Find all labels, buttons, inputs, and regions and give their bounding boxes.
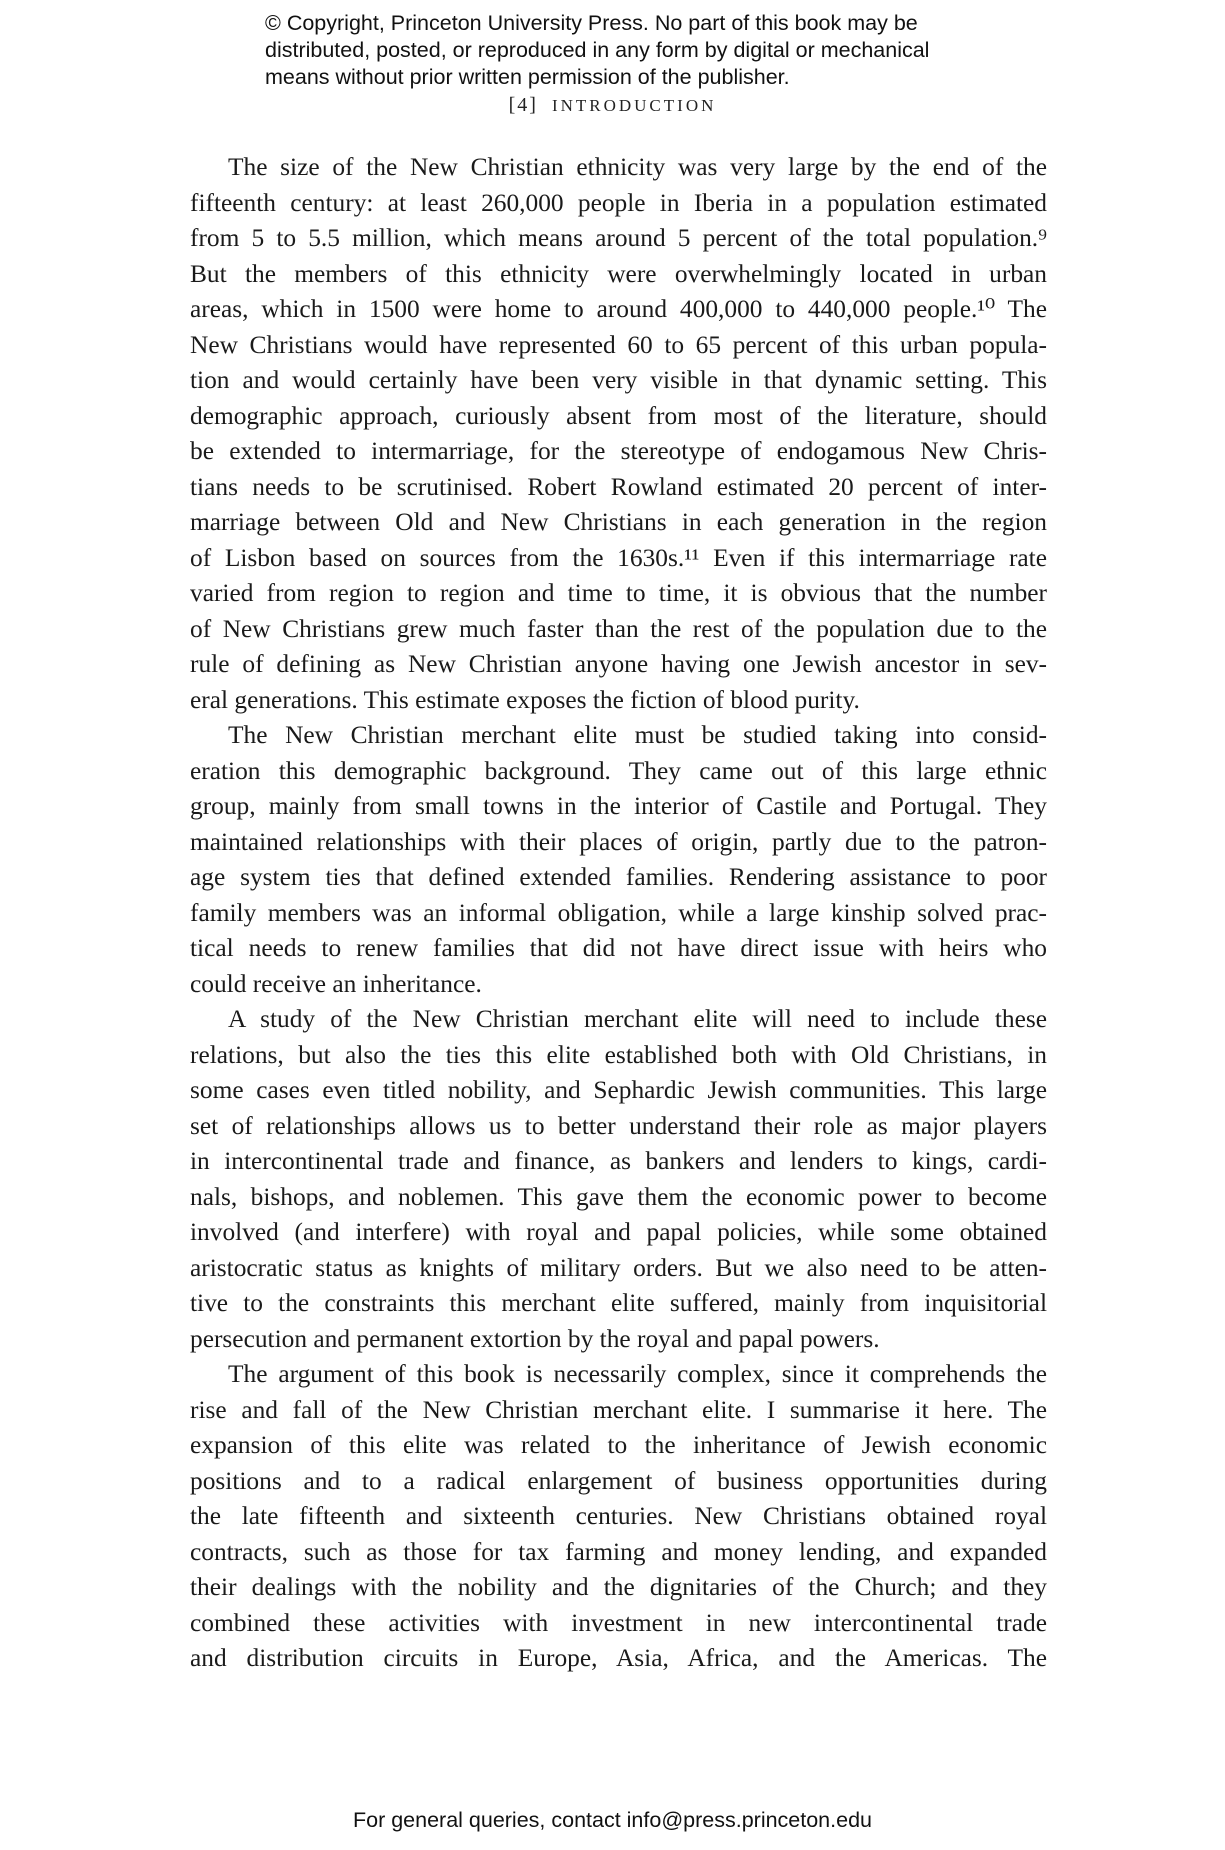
- body-text: [190, 150, 1047, 1677]
- text-line: areas, which in 1500 were home to around 400,000 to 440,000 people.¹⁰ The: [190, 295, 1047, 323]
- chapter-title: INTRODUCTION: [551, 96, 717, 115]
- text-line: could receive an inheritance.: [190, 969, 482, 998]
- text-line: be extended to intermarriage, for the stereotype of endogamous New Chris-: [190, 437, 1047, 465]
- text-line: maintained relationships with their places of origin, partly due to the patron-: [190, 827, 1047, 856]
- footer-contact: For general queries, contact info@press.princeton.edu: [352, 1808, 872, 1832]
- text-line: positions and to a radical enlargement of business opportunities during: [190, 1466, 1047, 1495]
- text-line: A study of the New Christian merchant elite will need to include these: [228, 1005, 1047, 1033]
- text-line: rule of defining as New Christian anyone having one Jewish ancestor in sev-: [190, 650, 1047, 678]
- text-line: varied from region to region and time to time, it is obvious that the number: [190, 579, 1047, 607]
- copyright-line: means without prior written permission of the publisher.: [265, 65, 790, 89]
- text-line: nals, bishops, and noblemen. This gave them the economic power to become: [190, 1182, 1047, 1211]
- text-line: The New Christian merchant elite must be studied taking into consid-: [228, 721, 1047, 749]
- text-line: set of relationships allows us to better understand their role as major players: [190, 1111, 1047, 1140]
- text-line: The size of the New Christian ethnicity was very large by the end of the: [228, 153, 1047, 181]
- running-head: [0, 94, 1225, 117]
- text-line: and distribution circuits in Europe, Asia, Africa, and the Americas. The: [190, 1644, 1047, 1672]
- text-line: of New Christians grew much faster than the rest of the population due to the: [190, 614, 1047, 643]
- text-line: contracts, such as those for tax farming and money lending, and expanded: [190, 1537, 1047, 1566]
- text-line: tical needs to renew families that did not have direct issue with heirs who: [190, 934, 1047, 962]
- text-line: But the members of this ethnicity were overwhelmingly located in urban: [190, 259, 1047, 288]
- text-line: marriage between Old and New Christians in each generation in the region: [190, 508, 1047, 536]
- text-line: eration this demographic background. They came out of this large ethnic: [190, 756, 1047, 785]
- text-line: combined these activities with investment in new intercontinental trade: [190, 1608, 1047, 1637]
- text-line: from 5 to 5.5 million, which means around 5 percent of the total population.⁹: [190, 224, 1047, 252]
- text-line: family members was an informal obligation, while a large kinship solved prac-: [190, 898, 1047, 927]
- text-line: tion and would certainly have been very visible in that dynamic setting. This: [190, 366, 1047, 394]
- text-line: group, mainly from small towns in the interior of Castile and Portugal. They: [190, 792, 1047, 820]
- text-line: expansion of this elite was related to the inheritance of Jewish economic: [190, 1431, 1047, 1459]
- text-line: tians needs to be scrutinised. Robert Rowland estimated 20 percent of inter-: [190, 472, 1047, 501]
- text-line: rise and fall of the New Christian merchant elite. I summarise it here. The: [190, 1395, 1047, 1424]
- text-line: eral generations. This estimate exposes the fiction of blood purity.: [190, 685, 860, 714]
- text-line: fifteenth century: at least 260,000 people in Iberia in a population estimated: [190, 188, 1047, 217]
- text-line: demographic approach, curiously absent from most of the literature, should: [190, 401, 1047, 430]
- text-line: relations, but also the ties this elite established both with Old Christians, in: [190, 1040, 1047, 1069]
- page-number: [4]: [508, 94, 538, 116]
- copyright-line: © Copyright, Princeton University Press. No part of this book may be: [265, 11, 918, 35]
- text-line: age system ties that defined extended families. Rendering assistance to poor: [190, 863, 1047, 891]
- text-line: in intercontinental trade and finance, as bankers and lenders to kings, cardi-: [190, 1147, 1047, 1175]
- copyright-notice: [265, 10, 1025, 91]
- text-line: of Lisbon based on sources from the 1630s.¹¹ Even if this intermarriage rate: [190, 543, 1047, 572]
- text-line: aristocratic status as knights of military orders. But we also need to be atten-: [190, 1253, 1047, 1282]
- text-line: their dealings with the nobility and the dignitaries of the Church; and they: [190, 1573, 1047, 1601]
- text-line: involved (and interfere) with royal and papal policies, while some obtained: [190, 1218, 1047, 1246]
- text-line: New Christians would have represented 60 to 65 percent of this urban popula-: [190, 330, 1047, 359]
- text-line: the late fifteenth and sixteenth centuries. New Christians obtained royal: [190, 1502, 1047, 1530]
- text-line: The argument of this book is necessarily complex, since it comprehends the: [228, 1360, 1047, 1388]
- copyright-line: distributed, posted, or reproduced in any form by digital or mechanical: [265, 38, 930, 62]
- text-line: persecution and permanent extortion by the royal and papal powers.: [190, 1324, 880, 1353]
- text-line: some cases even titled nobility, and Sephardic Jewish communities. This large: [190, 1076, 1047, 1104]
- text-line: tive to the constraints this merchant elite suffered, mainly from inquisitorial: [190, 1289, 1047, 1317]
